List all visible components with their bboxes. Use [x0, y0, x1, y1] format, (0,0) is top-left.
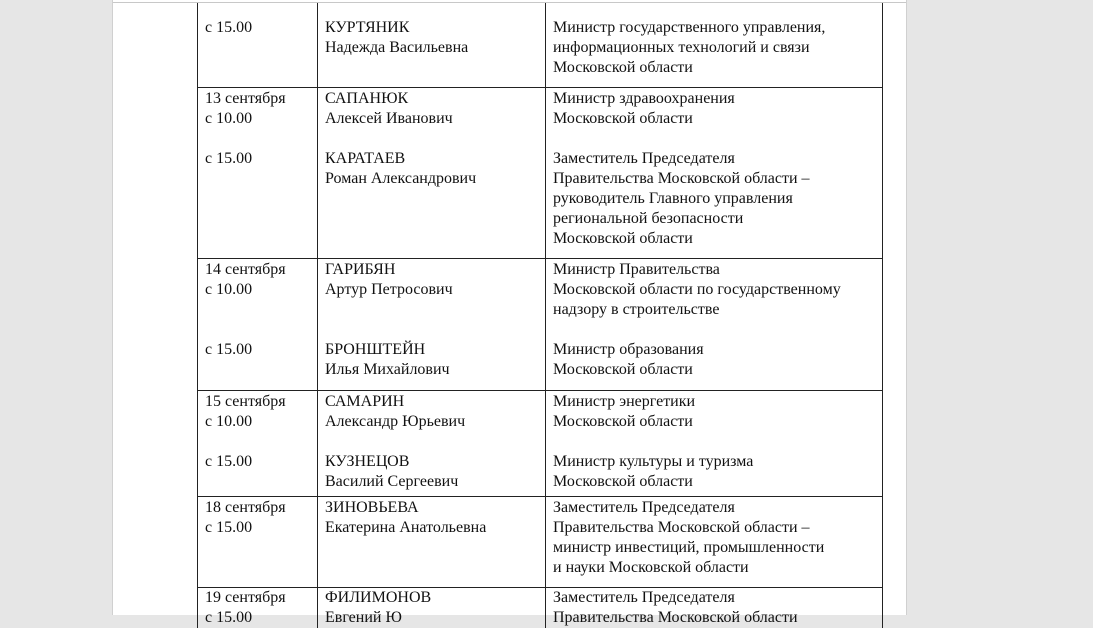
- position-line: Московской области: [553, 473, 693, 490]
- position-line: Московской области: [553, 59, 693, 76]
- position-line: и науки Московской области: [553, 559, 749, 576]
- name-cell: [318, 497, 546, 587]
- position-line: Министр культуры и туризма: [553, 453, 754, 470]
- position-line: Правительства Московской области –: [553, 519, 810, 536]
- date-line: с 15.00: [205, 150, 253, 167]
- position-line: Московской области: [553, 110, 693, 127]
- position-line: надзору в строительстве: [553, 301, 720, 318]
- date-line: с 15.00: [205, 609, 253, 626]
- table-row: [198, 3, 882, 88]
- name-cell: [318, 88, 546, 258]
- name-line: [325, 432, 545, 452]
- table-row: [198, 88, 882, 259]
- date-line: с 10.00: [205, 413, 253, 430]
- date-line: 19 сентября: [205, 589, 286, 606]
- date-cell: [198, 88, 318, 258]
- name-cell: [318, 3, 546, 87]
- name-cell: [318, 391, 546, 496]
- position-cell: [546, 497, 882, 587]
- table-row: [198, 588, 882, 628]
- date-line: [205, 129, 317, 149]
- date-line: с 15.00: [205, 19, 253, 36]
- name-line: Алексей Иванович: [325, 110, 453, 127]
- date-line: [205, 320, 317, 340]
- name-line: Евгений Ю: [325, 609, 402, 626]
- name-line: [325, 129, 545, 149]
- name-line: Роман Александрович: [325, 170, 477, 187]
- position-line: Министр энергетики: [553, 393, 696, 410]
- date-cell: [198, 3, 318, 87]
- name-line: ФИЛИМОНОВ: [325, 589, 432, 606]
- position-line: Московской области по государственному: [553, 281, 841, 298]
- date-cell: [198, 497, 318, 587]
- date-line: [205, 432, 317, 452]
- name-line: КУЗНЕЦОВ: [325, 453, 410, 470]
- name-cell: [318, 259, 546, 390]
- position-line: Министр образования: [553, 341, 704, 358]
- table-row: [198, 391, 882, 497]
- position-cell: [546, 88, 882, 258]
- document-page: [112, 0, 907, 626]
- position-line: Московской области: [553, 413, 693, 430]
- position-cell: [546, 259, 882, 390]
- position-line: министр инвестиций, промышленности: [553, 539, 825, 556]
- position-line: Правительства Московской области: [553, 609, 798, 626]
- name-line: ЗИНОВЬЕВА: [325, 499, 419, 516]
- date-line: 14 сентября: [205, 261, 286, 278]
- name-line: САМАРИН: [325, 393, 405, 410]
- date-cell: [198, 588, 318, 628]
- date-line: с 10.00: [205, 281, 253, 298]
- position-line: [553, 320, 882, 340]
- name-line: Екатерина Анатольевна: [325, 519, 487, 536]
- position-line: Правительства Московской области –: [553, 170, 810, 187]
- date-line: с 15.00: [205, 341, 253, 358]
- position-line: Министр Правительства: [553, 261, 720, 278]
- schedule-table: [197, 3, 883, 628]
- position-line: Заместитель Председателя: [553, 499, 735, 516]
- date-line: [205, 300, 317, 320]
- date-line: 15 сентября: [205, 393, 286, 410]
- position-line: Заместитель Председателя: [553, 150, 735, 167]
- name-cell: [318, 588, 546, 628]
- position-line: [553, 432, 882, 452]
- position-cell: [546, 3, 882, 87]
- date-line: 18 сентября: [205, 499, 286, 516]
- name-line: [325, 320, 545, 340]
- name-line: КАРАТАЕВ: [325, 150, 406, 167]
- table-row: [198, 497, 882, 588]
- position-line: региональной безопасности: [553, 210, 744, 227]
- name-line: Василий Сергеевич: [325, 473, 459, 490]
- position-line: Московской области: [553, 230, 693, 247]
- date-line: 13 сентября: [205, 90, 286, 107]
- position-line: информационных технологий и связи: [553, 39, 810, 56]
- date-line: с 15.00: [205, 519, 253, 536]
- position-cell: [546, 391, 882, 496]
- date-cell: [198, 259, 318, 390]
- date-line: с 10.00: [205, 110, 253, 127]
- position-line: Московской области: [553, 361, 693, 378]
- position-line: Заместитель Председателя: [553, 589, 735, 606]
- position-cell: [546, 588, 882, 628]
- name-line: [325, 300, 545, 320]
- date-cell: [198, 391, 318, 496]
- name-line: ГАРИБЯН: [325, 261, 396, 278]
- name-line: Александр Юрьевич: [325, 413, 466, 430]
- table-row: [198, 259, 882, 391]
- name-line: БРОНШТЕЙН: [325, 341, 426, 358]
- position-line: Министр здравоохранения: [553, 90, 735, 107]
- name-line: Илья Михайлович: [325, 361, 450, 378]
- date-line: с 15.00: [205, 453, 253, 470]
- position-line: Министр государственного управления,: [553, 19, 826, 36]
- position-line: руководитель Главного управления: [553, 190, 793, 207]
- name-line: САПАНЮК: [325, 90, 409, 107]
- name-line: КУРТЯНИК: [325, 19, 410, 36]
- position-line: [553, 129, 882, 149]
- name-line: Артур Петросович: [325, 281, 453, 298]
- name-line: Надежда Васильевна: [325, 39, 469, 56]
